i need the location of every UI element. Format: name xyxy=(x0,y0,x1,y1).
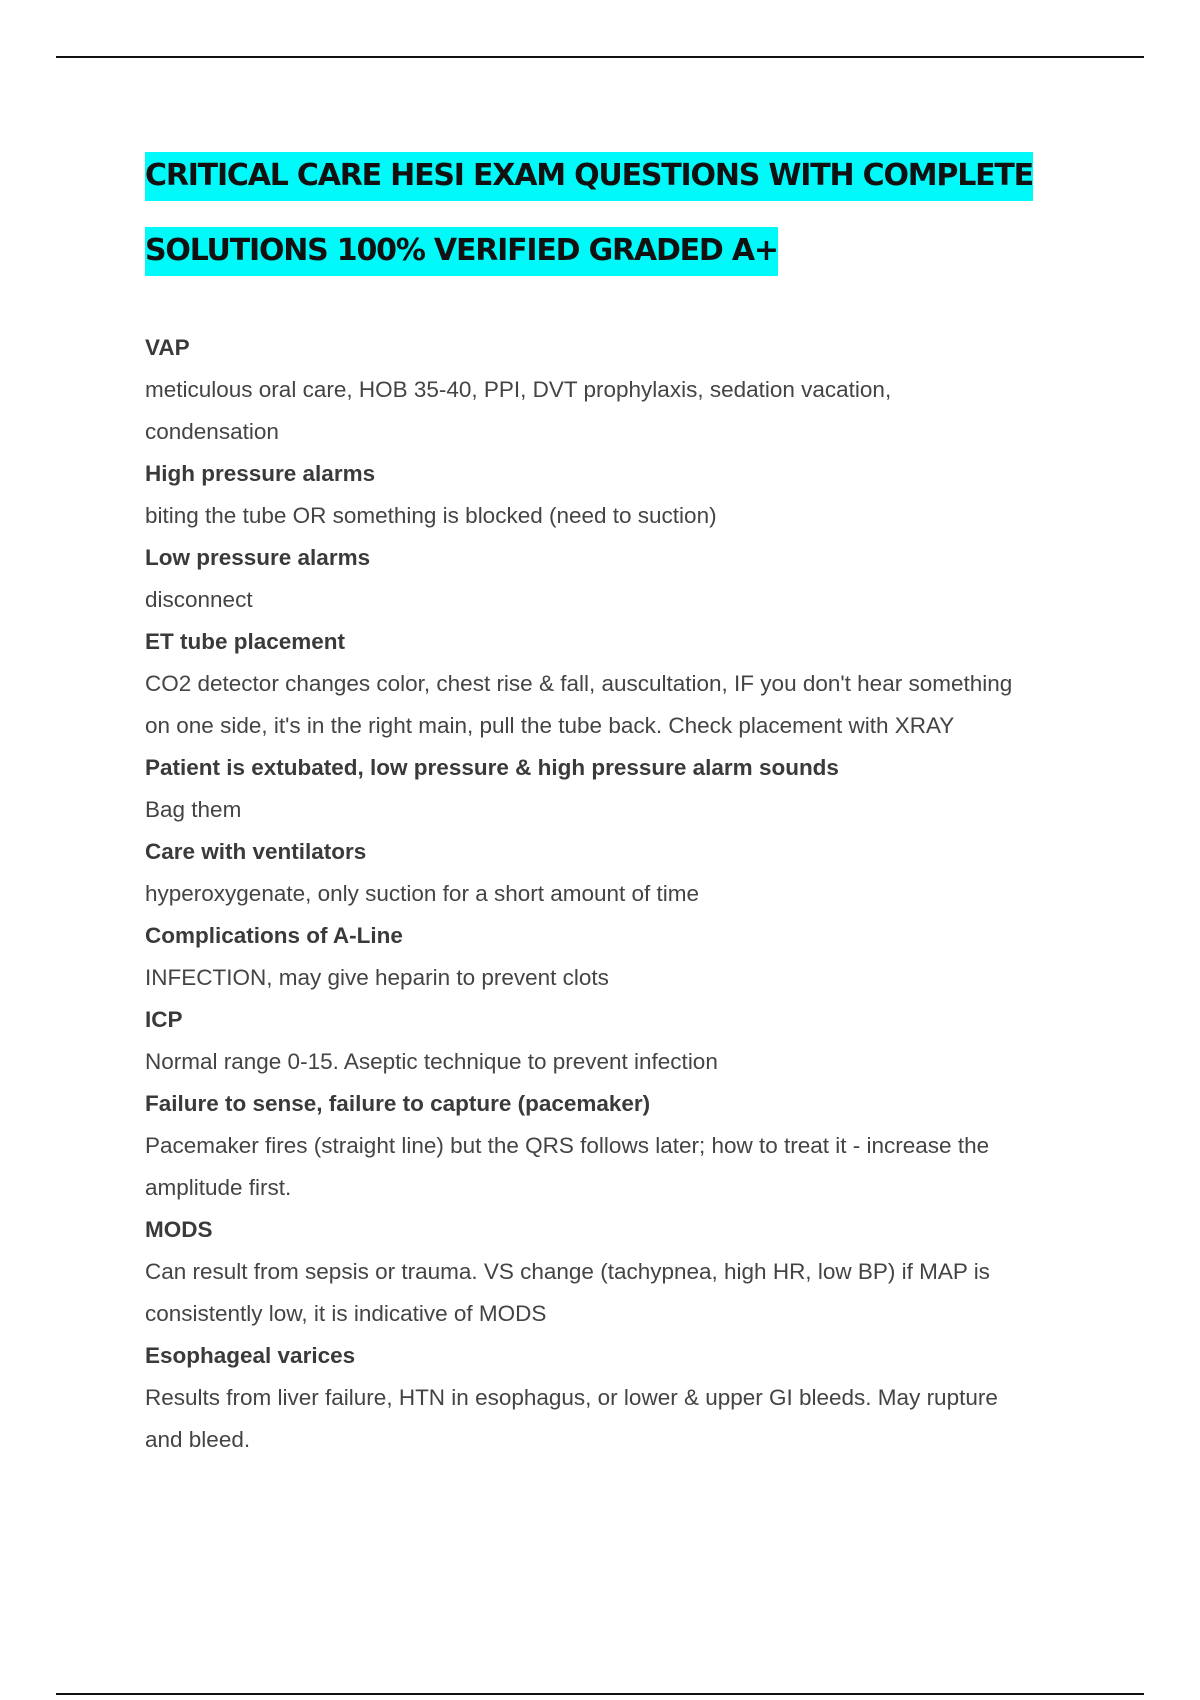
question-term: Low pressure alarms xyxy=(145,545,371,570)
answer-line: Results from liver failure, HTN in esophagus, or lower & upper GI bleeds. May rupture xyxy=(145,1385,998,1410)
answer-line: INFECTION, may give heparin to prevent clots xyxy=(145,965,609,990)
question-term: Complications of A-Line xyxy=(145,923,403,948)
answer-line: and bleed. xyxy=(145,1427,251,1452)
answer-line: Can result from sepsis or trauma. VS change (tachypnea, high HR, low BP) if MAP is xyxy=(145,1259,990,1284)
question-term: Failure to sense, failure to capture (pacemaker) xyxy=(145,1091,651,1116)
question-term: Patient is extubated, low pressure & high pressure alarm sounds xyxy=(145,755,839,780)
answer-line: biting the tube OR something is blocked (need to suction) xyxy=(145,503,717,528)
answer-line: Normal range 0-15. Aseptic technique to prevent infection xyxy=(145,1049,718,1074)
answer-line: consistently low, it is indicative of MODS xyxy=(145,1301,547,1326)
qa-list xyxy=(145,327,1095,1461)
document-title xyxy=(145,138,1105,288)
question-term: ICP xyxy=(145,1007,183,1032)
answer-line: CO2 detector changes color, chest rise & fall, auscultation, IF you don't hear something xyxy=(145,671,1013,696)
question-term: High pressure alarms xyxy=(145,461,376,486)
question-term: VAP xyxy=(145,335,190,360)
answer-line: meticulous oral care, HOB 35-40, PPI, DVT prophylaxis, sedation vacation, xyxy=(145,377,892,402)
answer-line: amplitude first. xyxy=(145,1175,292,1200)
answer-line: on one side, it's in the right main, pull the tube back. Check placement with XRAY xyxy=(145,713,955,738)
title-line-2: SOLUTIONS 100% VERIFIED GRADED A+ xyxy=(145,227,778,276)
question-term: Care with ventilators xyxy=(145,839,367,864)
answer-line: hyperoxygenate, only suction for a short amount of time xyxy=(145,881,700,906)
question-term: Esophageal varices xyxy=(145,1343,356,1368)
footer-rule xyxy=(56,1693,1144,1695)
question-term: ET tube placement xyxy=(145,629,346,654)
question-term: MODS xyxy=(145,1217,213,1242)
answer-line: Bag them xyxy=(145,797,242,822)
answer-line: Pacemaker fires (straight line) but the QRS follows later; how to treat it - increase the xyxy=(145,1133,990,1158)
answer-line: disconnect xyxy=(145,587,253,612)
title-line-1: CRITICAL CARE HESI EXAM QUESTIONS WITH COMPLETE xyxy=(145,152,1033,201)
answer-line: condensation xyxy=(145,419,279,444)
header-rule xyxy=(56,56,1144,58)
